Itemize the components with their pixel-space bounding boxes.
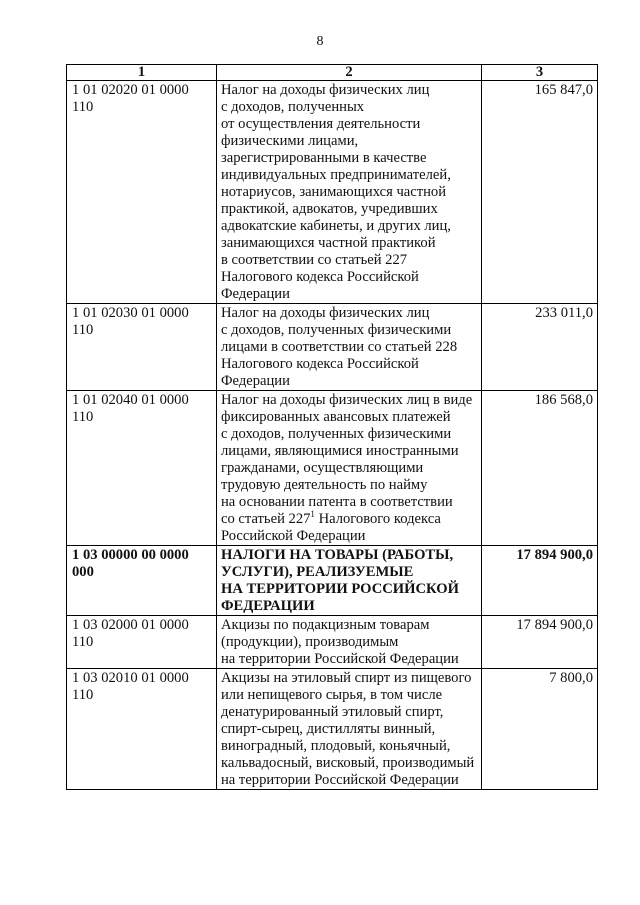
article-superscript: 1 — [310, 509, 315, 520]
row-name-line — [221, 511, 477, 528]
row-name-line: Налогового кодекса Российской — [221, 356, 419, 372]
row-name-line: лицами в соответствии со статьей 228 — [221, 339, 458, 355]
row-name-line: Акцизы на этиловый спирт из пищевого — [221, 670, 472, 686]
table-row — [67, 304, 598, 391]
row-amount: 17 894 900,0 — [482, 616, 598, 669]
row-name-line: ФЕДЕРАЦИИ — [221, 598, 315, 614]
table-row — [67, 391, 598, 546]
row-name-line: в соответствии со статьей 227 — [221, 252, 408, 268]
table-row — [67, 81, 598, 304]
row-name-line: (продукции), производимым — [221, 634, 399, 650]
row-name — [217, 669, 482, 790]
row-name-line: виноградный, плодовый, коньячный, — [221, 738, 451, 754]
row-name-line: на территории Российской Федерации — [221, 772, 459, 788]
row-name-line: физическими лицами, — [221, 133, 359, 149]
row-name — [217, 304, 482, 391]
row-name-line: Акцизы по подакцизным товарам — [221, 617, 430, 633]
row-name — [217, 391, 482, 546]
row-code: 1 01 02020 01 0000 110 — [67, 81, 217, 304]
row-name-line: Налог на доходы физических лиц в виде — [221, 392, 473, 408]
row-name-line: НА ТЕРРИТОРИИ РОССИЙСКОЙ — [221, 581, 459, 597]
row-amount: 165 847,0 — [482, 81, 598, 304]
row-name-line: Налог на доходы физических лиц — [221, 82, 430, 98]
row-name — [217, 616, 482, 669]
table-row — [67, 669, 598, 790]
row-name-line: практикой, адвокатов, учредивших — [221, 201, 438, 217]
row-code: 1 01 02040 01 0000 110 — [67, 391, 217, 546]
row-name-line: фиксированных авансовых платежей — [221, 409, 451, 425]
row-name-line: занимающихся частной практикой — [221, 235, 436, 251]
table-row — [67, 616, 598, 669]
row-code: 1 01 02030 01 0000 110 — [67, 304, 217, 391]
row-name-line: с доходов, полученных физическими — [221, 322, 452, 338]
row-name-line: на основании патента в соответствии — [221, 494, 453, 510]
row-name — [217, 81, 482, 304]
page-number: 8 — [316, 34, 324, 49]
row-name-line: УСЛУГИ), РЕАЛИЗУЕМЫЕ — [221, 564, 414, 580]
row-name-line: гражданами, осуществляющими — [221, 460, 424, 476]
row-name-line: Российской Федерации — [221, 528, 366, 544]
row-name-line: трудовую деятельность по найму — [221, 477, 428, 493]
row-amount: 17 894 900,0 — [482, 546, 598, 616]
column-header-name: 2 — [217, 65, 482, 81]
row-name-line-start: со статьей 227 — [221, 511, 311, 527]
row-amount: 186 568,0 — [482, 391, 598, 546]
row-name-line-tail: Налогового кодекса — [314, 511, 441, 527]
row-name — [217, 546, 482, 616]
row-name-line: на территории Российской Федерации — [221, 651, 459, 667]
row-code: 1 03 00000 00 0000 000 — [67, 546, 217, 616]
row-name-line: спирт-сырец, дистилляты винный, — [221, 721, 436, 737]
row-name-line: кальвадосный, висковый, производимый — [221, 755, 475, 771]
row-name-line: с доходов, полученных физическими — [221, 426, 452, 442]
row-name-line: с доходов, полученных — [221, 99, 365, 115]
column-header-code: 1 — [67, 65, 217, 81]
row-code: 1 03 02000 01 0000 110 — [67, 616, 217, 669]
row-name-line: от осуществления деятельности — [221, 116, 421, 132]
table-row-section — [67, 546, 598, 616]
row-code: 1 03 02010 01 0000 110 — [67, 669, 217, 790]
row-name-line: Федерации — [221, 286, 290, 302]
table-header-row — [67, 65, 598, 81]
row-name-line: Федерации — [221, 373, 290, 389]
budget-revenue-table — [66, 64, 598, 790]
row-name-line: зарегистрированными в качестве — [221, 150, 427, 166]
row-name-line: или непищевого сырья, в том числе — [221, 687, 443, 703]
row-amount: 7 800,0 — [482, 669, 598, 790]
column-header-amount: 3 — [482, 65, 598, 81]
row-name-line: нотариусов, занимающихся частной — [221, 184, 447, 200]
row-name-line: адвокатские кабинеты, и других лиц, — [221, 218, 451, 234]
row-name-line: индивидуальных предпринимателей, — [221, 167, 451, 183]
row-name-line: денатурированный этиловый спирт, — [221, 704, 444, 720]
row-name-line: НАЛОГИ НА ТОВАРЫ (РАБОТЫ, — [221, 547, 454, 563]
row-amount: 233 011,0 — [482, 304, 598, 391]
row-name-line: лицами, являющимися иностранными — [221, 443, 459, 459]
row-name-line: Налогового кодекса Российской — [221, 269, 419, 285]
row-name-line: Налог на доходы физических лиц — [221, 305, 430, 321]
